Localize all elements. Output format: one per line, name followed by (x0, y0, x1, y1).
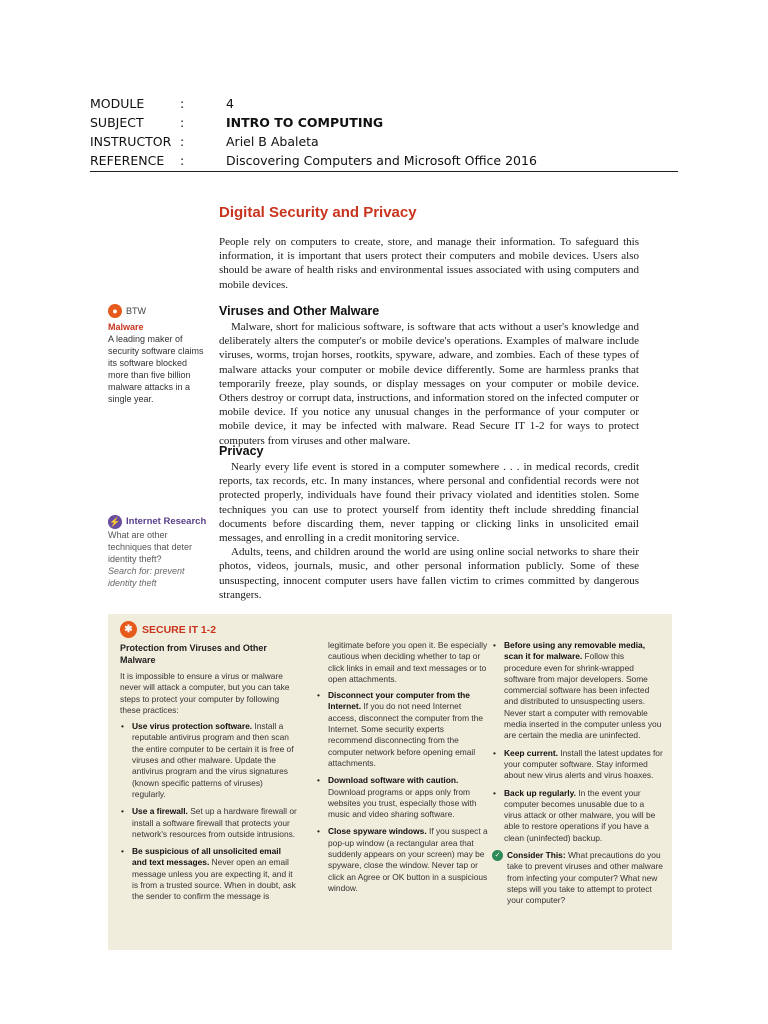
privacy-paragraphs (219, 460, 639, 602)
header-key: INSTRUCTOR (90, 134, 172, 149)
viruses-paragraph (219, 320, 639, 448)
secure-it-box (108, 614, 672, 950)
btw-note (108, 304, 208, 405)
research-heading (108, 515, 213, 529)
bullet-title: Be suspicious of all unsolicited email and text messages. (132, 846, 281, 868)
consider-icon: ✓ (492, 850, 503, 861)
header-key: REFERENCE (90, 153, 165, 168)
research-icon: ⚡ (109, 517, 121, 527)
bullet-title: Back up regularly. (504, 787, 576, 798)
bullet-text: In the event your computer becomes unusable due to a virus attack or other malware, you will be able to restore operations if you have a clean (uninfected) backup. (504, 787, 656, 843)
header-value: 4 (226, 96, 234, 111)
secure-it-intro: It is impossible to ensure a virus or malware never will attack a computer, but you can take steps to protect your computer by following these practices: (120, 671, 290, 715)
bullet-text: If you suspect a pop-up window (a rectangular area that suddenly appears on your screen) may be spyware, close the window. Never tap or click an Agree or OK button in a suspicious window. (328, 826, 488, 893)
header-row-instructor (90, 132, 678, 151)
bullet-text: Install a reputable antivirus program and then scan the entire computer to be certain it is free of viruses and other malware. Update the antivirus program and the virus signatures (known specific patterns of viruses) regularly. (132, 721, 294, 799)
bullet-text: Set up a hardware firewall or install a software firewall that protects your network's resources from outside intrusions. (132, 806, 297, 839)
bullet-text: Never open an email message unless you are expecting it, and it is from a trusted source. When in doubt, ask the sender to confirm the message is (132, 857, 296, 902)
research-question: What are other techniques that deter identity theft? (108, 530, 193, 564)
header-value: INTRO TO COMPUTING (226, 115, 384, 130)
list-item (492, 640, 664, 742)
header-colon: : (180, 115, 185, 130)
header-key: MODULE (90, 96, 145, 111)
bullet-continuation: legitimate before you open it. Be especially cautious when deciding whether to tap or click links in email and text messages or to open attachments. (328, 640, 488, 684)
bullet-text: Install the latest updates for your computer software. Stay informed about new virus alerts and virus hoaxes. (504, 747, 663, 781)
header-row-subject (90, 113, 678, 132)
page-title: Digital Security and Privacy (219, 204, 417, 221)
header-colon: : (180, 153, 185, 168)
list-item (492, 788, 664, 844)
btw-icon: ● (108, 304, 122, 318)
bullet-title: Use a firewall. (132, 806, 188, 817)
bullet-text: Follow this procedure even for shrink-wrapped software from major developers. Some commercial software has been infected and distributed to unsuspecting users. Never start a computer with removable media inserted in the computer unless you are certain the media are uninfected. (504, 651, 662, 741)
secure-it-heading (120, 621, 216, 638)
btw-topic: Malware (108, 322, 144, 332)
header-colon: : (180, 134, 185, 149)
bullet-title: Use virus protection software. (132, 721, 253, 732)
consider-title: Consider This: (507, 850, 566, 861)
btw-text: A leading maker of security software claims its software blocked more than five billion malware attacks in a single year. (108, 334, 204, 404)
research-label: Internet Research (126, 516, 207, 527)
btw-label: BTW (126, 306, 146, 316)
viruses-heading: Viruses and Other Malware (219, 304, 380, 318)
secure-it-label: SECURE IT 1-2 (142, 623, 217, 636)
list-item (316, 775, 488, 820)
module-header (90, 94, 678, 170)
header-divider (90, 171, 678, 172)
bullet-title: Download software with caution. (328, 775, 459, 786)
secure-it-icon: ✱ (120, 621, 137, 638)
bullet-text: Download programs or apps only from websites you trust, especially those with music and video sharing software. (328, 786, 477, 820)
list-item (316, 690, 488, 769)
privacy-text-1: Nearly every life event is stored in a computer somewhere . . . in medical records, credit reports, tax records, etc. In many instances, where personal and confidential records were not protected properly, individuals have found their privacy violated and identities stolen. Some techniques you can use to protect yourself from identity theft include shredding financial documents before discarding them, never tapping or clicking links in unsolicited email messages, and enrolling in a credit monitoring service. (219, 461, 639, 545)
btw-heading (108, 304, 208, 318)
bullet-title: Close spyware windows. (328, 826, 427, 837)
secure-it-subtitle: Protection from Viruses and Other Malware (120, 643, 267, 665)
consider-text: What precautions do you take to prevent viruses and other malware from infecting your computer? What new steps will you take to attempt to protect your computer? (507, 850, 663, 906)
bullet-title: Disconnect your computer from the Internet. (328, 690, 470, 712)
header-row-module (90, 94, 678, 113)
list-item (120, 806, 298, 840)
header-value: Ariel B Abaleta (226, 134, 319, 149)
header-value: Discovering Computers and Microsoft Office 2016 (226, 153, 537, 168)
header-row-reference (90, 151, 678, 170)
internet-research-note (108, 515, 213, 589)
consider-this (492, 850, 664, 906)
secure-it-column-3 (492, 640, 664, 907)
bullet-title: Before using any removable media, scan it for malware. (504, 640, 646, 662)
secure-it-column-2 (316, 640, 488, 900)
list-item (316, 826, 488, 894)
intro-paragraph: People rely on computers to create, store, and manage their information. To safeguard this information, it is important that users protect their computers and mobile devices. Users also should be aware of health risks and environmental issues associated with using computers and mobile devices. (219, 236, 639, 291)
list-item (120, 721, 298, 800)
list-item (120, 846, 298, 902)
bullet-text: If you do not need Internet access, disconnect the computer from the Internet. Some security experts recommend disconnecting from the computer network before opening email attachments. (328, 701, 484, 768)
research-search: Search for: prevent identity theft (108, 566, 185, 588)
privacy-text-2: Adults, teens, and children around the world are using online social networks to share their photos, videos, journals, music, and other personal information publicly. Some of these unsuspecting, innocent computer users have fallen victim to crimes committed by dangerous strangers. (219, 546, 639, 601)
bullet-title: Keep current. (504, 747, 558, 758)
header-colon: : (180, 96, 185, 111)
privacy-heading: Privacy (219, 444, 264, 458)
header-key: SUBJECT (90, 115, 144, 130)
viruses-text: Malware, short for malicious software, is software that acts without a user's knowledge and deliberately alters the computer's or mobile device's operations. Examples of malware include viruses, worms, trojan horses, rootkits, spyware, adware, and zombies. Each of these types of malware attacks your computer or mobile device differently. Some are harmless pranks that temporarily freeze, play sounds, or display messages on your computer or mobile device. Others destroy or corrupt data, instructions, and information stored on the infected computer or mobile device. If you notice any unusual changes in the performance of your computer or mobile device, it may be infected with malware. Read Secure IT 1-2 for ways to protect computers from viruses and other malware. (219, 321, 639, 447)
list-item (492, 748, 664, 782)
secure-it-column-1 (120, 642, 298, 909)
